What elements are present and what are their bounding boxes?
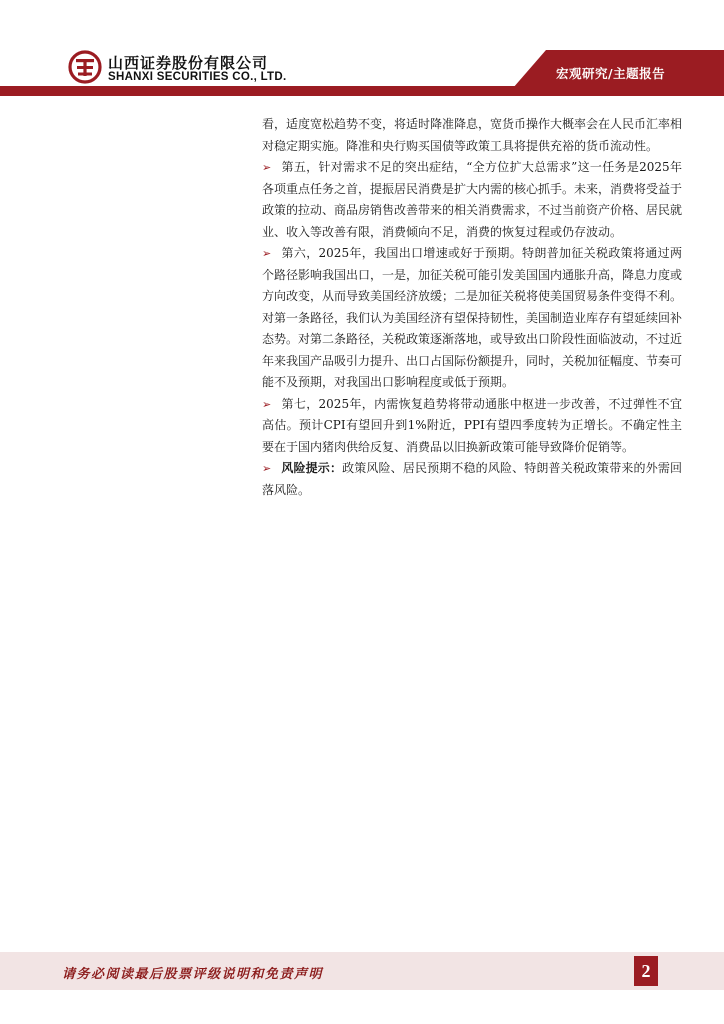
company-name-cn: 山西证券股份有限公司 [108, 54, 269, 72]
body-paragraph [262, 114, 682, 157]
bullet-paragraph [262, 157, 682, 243]
report-body [262, 114, 682, 501]
arrow-bullet-icon: ➢ [262, 247, 272, 260]
paragraph-text: 第五，针对需求不足的突出症结，“全方位扩大总需求”这一任务是2025年各项重点任务之首，提振居民消费是扩大内需的核心抓手。未来，消费将受益于政策的拉动、商品房销售改善带来的相关消费需求，不过当前资产价格、居民就业、收入等改善有限，消费倾向不足，消费的恢复过程或仍存波动。 [262, 160, 683, 239]
page-number: 2 [634, 956, 658, 986]
shanxi-securities-logo-icon [68, 50, 102, 84]
page-header [0, 0, 724, 100]
paragraph-text: 看，适度宽松趋势不变，将适时降准降息，宽货币操作大概率会在人民币汇率相对稳定期实施。降准和央行购买国债等政策工具将提供充裕的货币流动性。 [262, 117, 683, 153]
arrow-bullet-icon: ➢ [262, 397, 272, 411]
paragraph-text: 第六，2025年，我国出口增速或好于预期。特朗普加征关税政策将通过两个路径影响我国出口，一是，加征关税可能引发美国国内通胀升高，降息力度或方向改变，从而导致美国经济放缓；二是加征关税将使美国贸易条件变得不利。对第一条路径，我们认为美国经济有望保持韧性，美国制造业库存有望延续回补态势。对第二条路径，关税政策逐渐落地，或导致出口阶段性面临波动，不过近年来我国产品吸引力提升、出口占国际份额提升，同时，关税加征幅度、节奏可能不及预期，对我国出口影响程度或低于预期。 [262, 246, 683, 389]
paragraph-text: 政策风险、居民预期不稳的风险、特朗普关税政策带来的外需回落风险。 [262, 461, 682, 497]
disclaimer-notice: 请务必阅读最后股票评级说明和免责声明 [62, 967, 324, 982]
company-name-en: SHANXI SECURITIES CO., LTD. [108, 71, 287, 83]
arrow-bullet-icon: ➢ [262, 462, 272, 475]
bullet-paragraph [262, 458, 682, 501]
bullet-paragraph [262, 394, 682, 459]
paragraph-lead-label: 风险提示： [281, 461, 343, 475]
arrow-bullet-icon: ➢ [262, 161, 272, 174]
bullet-paragraph [262, 243, 682, 394]
report-type-label: 宏观研究/主题报告 [556, 66, 666, 81]
paragraph-text: 第七，2025年，内需恢复趋势将带动通胀中枢进一步改善，不过弹性不宜高估。预计CPI有望回升到1%附近，PPI有望四季度转为正增长。不确定性主要在于国内猪肉供给反复、消费品以旧换新政策可能导致降价促销等。 [262, 396, 682, 454]
